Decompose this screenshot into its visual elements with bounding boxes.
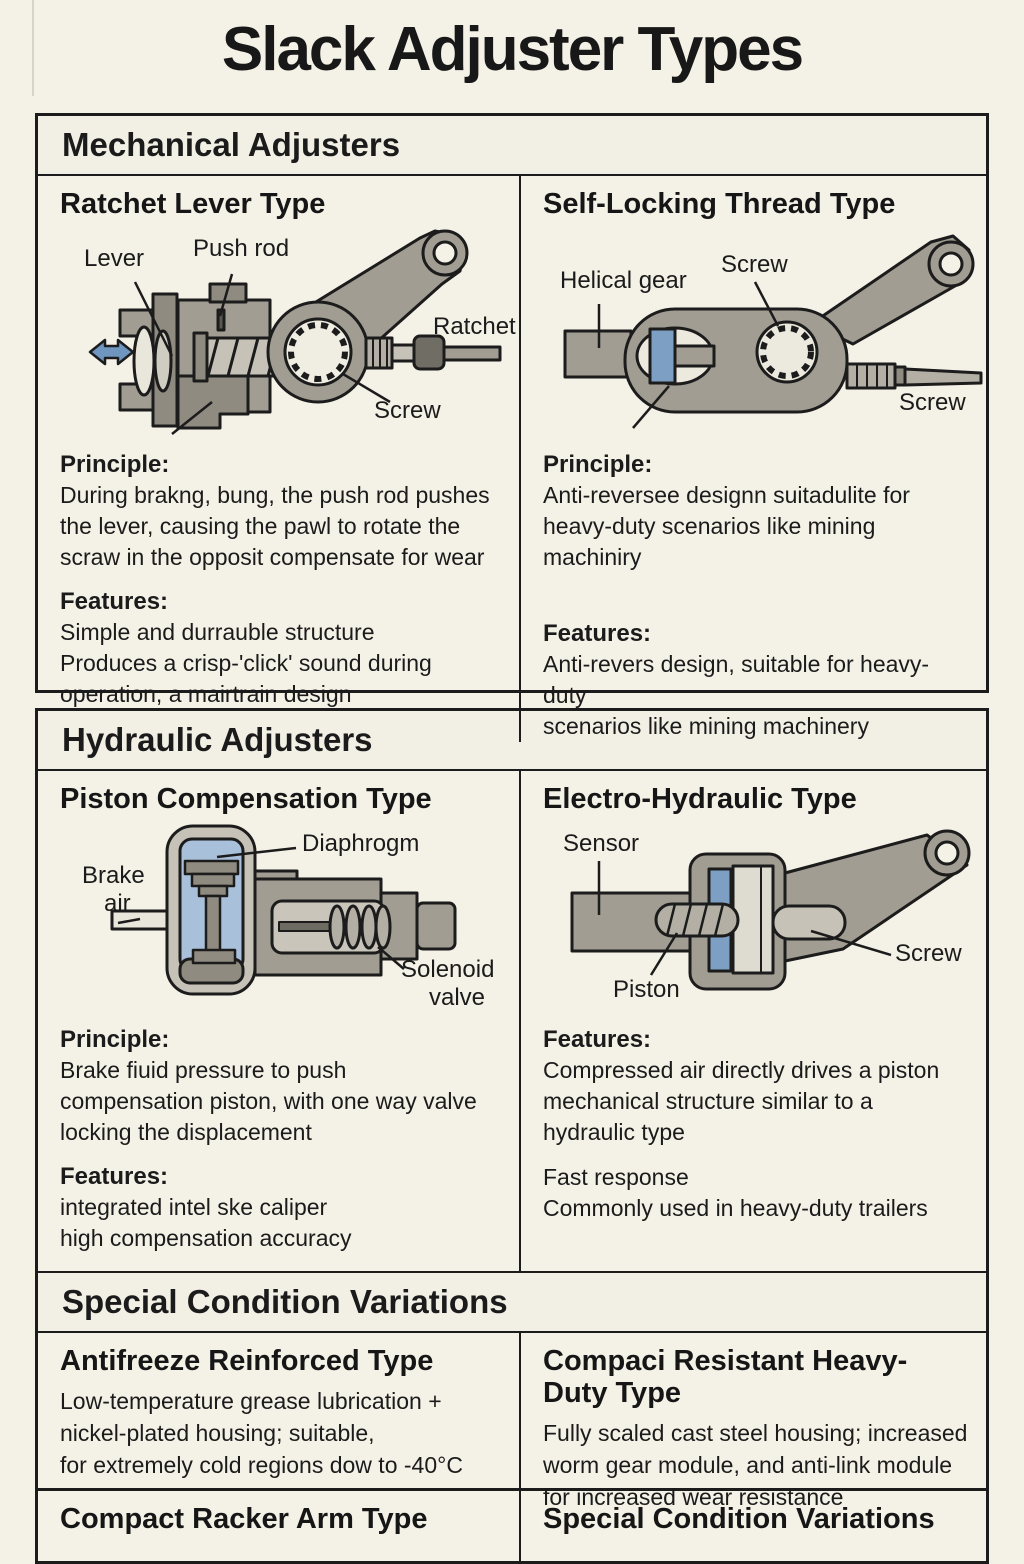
features-extra-text: Fast response: [543, 1164, 689, 1190]
special-row: [38, 1333, 986, 1510]
label-screw: Screw: [374, 397, 441, 424]
antifreeze-text: for extremely cold regions dow to -40°C: [60, 1452, 463, 1478]
antifreeze-text: nickel-plated housing; suitable,: [60, 1420, 375, 1446]
features-text: high compensation accuracy: [60, 1225, 352, 1251]
label-screw-top: Screw: [721, 251, 788, 278]
features-extra-text: Commonly used in heavy-duty trailers: [543, 1195, 928, 1221]
label-screw-bottom: Screw: [899, 389, 966, 416]
label-lever: Lever: [84, 245, 145, 272]
principle-text: compensation piston, with one way valve: [60, 1088, 477, 1114]
features-label: Features:: [60, 1163, 169, 1190]
principle-text: heavy-duty scenarios like mining machiniry: [543, 513, 876, 570]
label-piston: Piston: [613, 976, 680, 1003]
mechanical-row: [38, 176, 986, 739]
compact-resistant-text: worm gear module, and anti-link module: [543, 1452, 953, 1478]
adjuster-types-table: [35, 113, 989, 1564]
cell-piston-compensation: [38, 771, 521, 1271]
page-title: Slack Adjuster Types: [221, 15, 803, 84]
features-text: Anti-revers design, suitable for heavy-duty: [543, 651, 930, 708]
principle-text: scraw in the opposit compensate for wear: [60, 544, 485, 570]
label-solenoid-line1: Solenoid: [401, 956, 495, 983]
label-sensor: Sensor: [563, 830, 640, 857]
features-text: hydraulic type: [543, 1119, 685, 1145]
cell-title-self-locking: Self-Locking Thread Type: [543, 188, 896, 220]
antifreeze-text: Low-temperature grease lubrication +: [60, 1388, 442, 1414]
cell-self-locking: [521, 176, 986, 742]
features-label: Features:: [543, 620, 652, 647]
ratchet-lever-diagram: [60, 226, 516, 436]
features-text: Compressed air directly drives a piston: [543, 1057, 940, 1083]
label-screw: Screw: [895, 940, 962, 967]
cell-ratchet-lever: [38, 176, 521, 742]
hydraulic-section: [35, 708, 989, 1564]
cell-compact-resistant: [521, 1333, 986, 1513]
principle-label: Principle:: [543, 451, 653, 478]
electro-hydraulic-diagram: [543, 821, 968, 1011]
mechanical-section: [35, 113, 989, 739]
label-helical-gear: Helical gear: [560, 267, 687, 294]
cell-title-piston-compensation: Piston Compensation Type: [60, 783, 432, 815]
label-brake-air-line2: air: [104, 890, 131, 917]
self-locking-diagram: [543, 226, 968, 436]
label-push-rod: Push rod: [193, 235, 290, 262]
cell-title-antifreeze: Antifreeze Reinforced Type: [60, 1345, 434, 1377]
features-label: Features:: [60, 588, 169, 615]
compact-resistant-text: for increased wear resistance: [543, 1484, 844, 1510]
principle-label: Principle:: [60, 451, 170, 478]
features-text: mechanical structure similar to a: [543, 1088, 873, 1114]
hydraulic-row: [38, 771, 986, 1271]
features-text: scenarios like mining machinery: [543, 713, 869, 739]
label-ratchet: Ratchet: [433, 313, 516, 340]
cell-special-variations-bottom: [521, 1491, 986, 1561]
features-label: Features:: [543, 1026, 652, 1053]
cell-title-special-variations-bottom: Special Condition Variations: [543, 1503, 935, 1535]
piston-compensation-diagram: [60, 821, 501, 1011]
cell-compact-racker-arm: [38, 1491, 521, 1561]
features-text: Produces a crisp-'click' sound during: [60, 650, 432, 676]
label-solenoid-line2: valve: [429, 984, 486, 1011]
principle-text: Anti-reversee designn suitadulite for: [543, 482, 910, 508]
mechanical-section-header: Mechanical Adjusters: [38, 116, 986, 176]
cell-title-compact-racker-arm: Compact Racker Arm Type: [60, 1503, 428, 1535]
compact-resistant-text: Fully scaled cast steel housing; increased: [543, 1420, 968, 1446]
bottom-row: [38, 1488, 986, 1561]
features-text: operation, a mairtrain design: [60, 681, 352, 707]
principle-text: Brake fiuid pressure to push: [60, 1057, 347, 1083]
principle-text: locking the displacement: [60, 1119, 312, 1145]
hydraulic-section-header: Hydraulic Adjusters: [38, 711, 986, 771]
cell-title-compact-resistant: Compaci Resistant Heavy-Duty Type: [543, 1345, 908, 1409]
cell-antifreeze: [38, 1333, 521, 1513]
special-section-header: Special Condition Variations: [38, 1271, 986, 1333]
features-text: Simple and durrauble structure: [60, 619, 375, 645]
cell-electro-hydraulic: [521, 771, 986, 1271]
principle-label: Principle:: [60, 1026, 170, 1053]
principle-text: the lever, causing the pawl to rotate the: [60, 513, 461, 539]
label-diaphragm: Diaphrogm: [302, 830, 420, 857]
cell-title-electro-hydraulic: Electro-Hydraulic Type: [543, 783, 857, 815]
principle-text: During brakng, bung, the push rod pushes: [60, 482, 490, 508]
features-text: integrated intel ske caliper: [60, 1194, 328, 1220]
label-brake-air-line1: Brake: [82, 862, 145, 889]
cell-title-ratchet-lever: Ratchet Lever Type: [60, 188, 326, 220]
